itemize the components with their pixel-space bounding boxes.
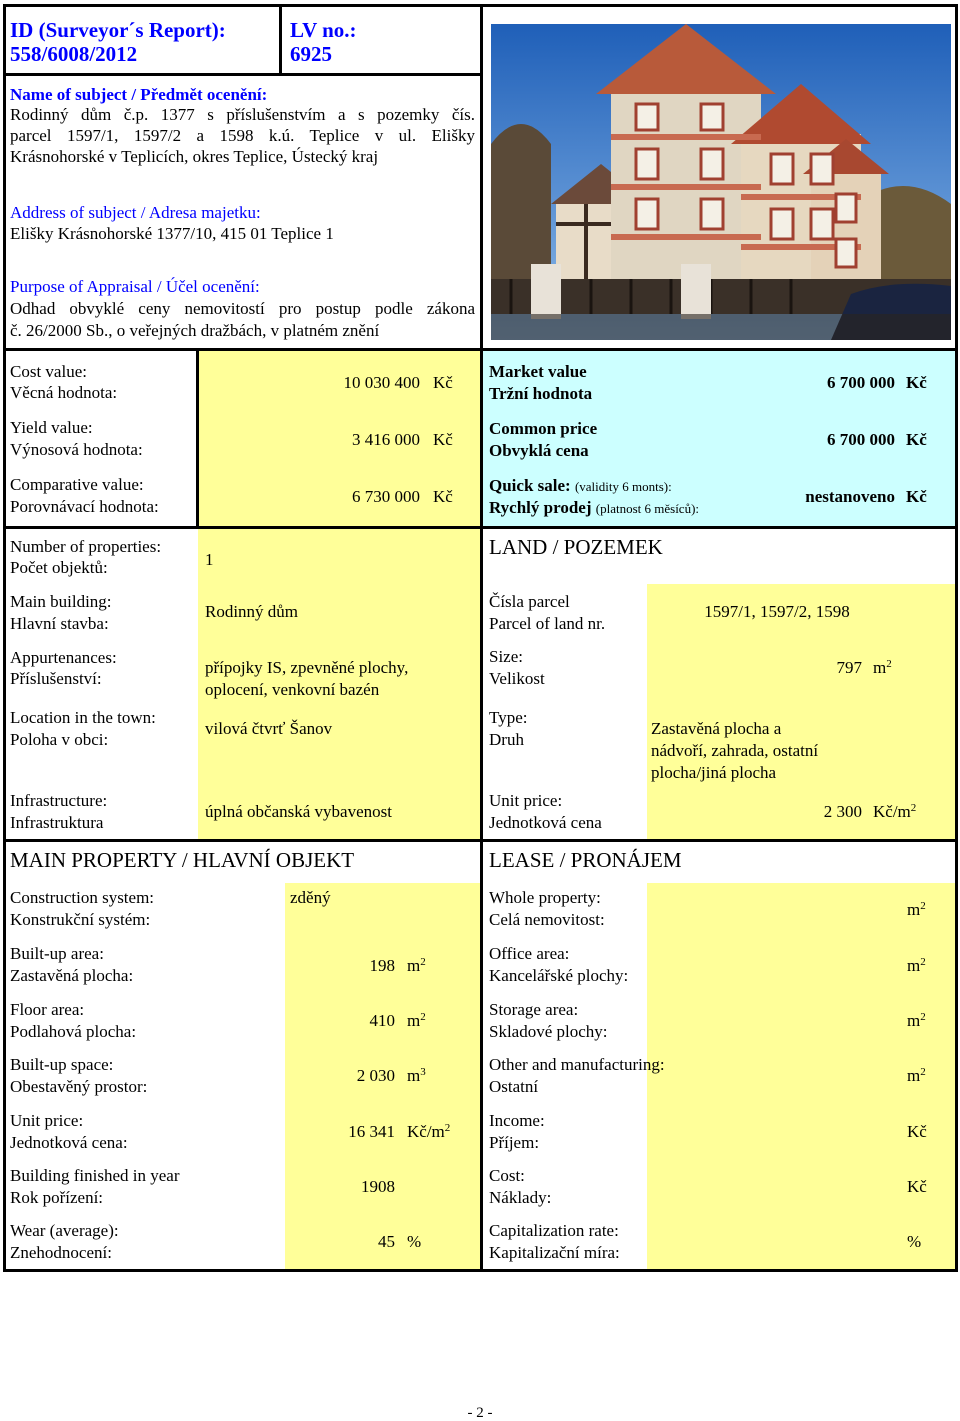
cost-lease-unit: Kč — [907, 1177, 927, 1196]
purpose-line-1: Odhad obvyklé ceny nemovitostí pro postup podle zákona — [10, 299, 475, 318]
finished-label-cz: Rok pořízení: — [10, 1188, 104, 1207]
parcels-label-2: Parcel of land nr. — [489, 614, 606, 633]
yield-value: 3 416 000 — [352, 430, 420, 449]
floor-area-value: 410 — [369, 1011, 395, 1030]
storage-label-cz: Skladové plochy: — [489, 1022, 608, 1041]
common-label-en: Common price — [489, 419, 598, 438]
common-unit: Kč — [906, 430, 927, 449]
type-value-1: Zastavěná plocha a — [651, 719, 782, 738]
appurtenances-label-cz: Příslušenství: — [10, 669, 102, 688]
whole-label-en: Whole property: — [489, 888, 601, 907]
comparative-label-cz: Porovnávací hodnota: — [10, 497, 159, 516]
comparative-unit: Kč — [433, 487, 453, 506]
id-label: ID (Surveyor´s Report): — [10, 18, 226, 42]
count-value: 1 — [205, 550, 214, 569]
main-unit-price-label-en: Unit price: — [10, 1111, 84, 1130]
cap-rate-label-cz: Kapitalizační míra: — [489, 1243, 620, 1262]
common-value: 6 700 000 — [827, 430, 895, 449]
infrastructure-label-cz: Infrastruktura — [10, 813, 104, 832]
location-label-cz: Poloha v obci: — [10, 730, 109, 749]
main-top-line — [3, 839, 958, 842]
location-value: vilová čtvrť Šanov — [205, 719, 333, 738]
land-title: LAND / POZEMEK — [489, 535, 663, 559]
market-label-cz: Tržní hodnota — [489, 384, 593, 403]
appurtenances-label-en: Appurtenances: — [10, 648, 117, 667]
cap-rate-unit: % — [907, 1232, 922, 1251]
construction-value: zděný — [290, 888, 331, 907]
construction-label-en: Construction system: — [10, 888, 155, 907]
land-unit-price-label-en: Unit price: — [489, 791, 563, 810]
finished-label-en: Building finished in year — [10, 1166, 180, 1185]
other-unit: $m^2$ — [907, 1066, 926, 1085]
main-property-title: MAIN PROPERTY / HLAVNÍ OBJEKT — [10, 848, 355, 872]
land-unit-price-unit: $Kč/m^2$ — [873, 802, 917, 821]
lease-title: LEASE / PRONÁJEM — [489, 848, 682, 872]
cost-label-en: Cost value: — [10, 362, 87, 381]
quick-unit: Kč — [906, 487, 927, 506]
type-value-3: plocha/jiná plocha — [651, 763, 777, 782]
location-label-en: Location in the town: — [10, 708, 156, 727]
built-up-space-label-en: Built-up space: — [10, 1055, 114, 1074]
built-up-space-value: 2 030 — [356, 1066, 395, 1085]
built-up-area-label-en: Built-up area: — [10, 944, 104, 963]
main-unit-price-value: 16 341 — [348, 1122, 395, 1141]
values-bottom-line — [3, 526, 958, 529]
header-bottom-line — [3, 73, 483, 76]
size-unit: $m^2$ — [873, 658, 892, 677]
count-label-en: Number of properties: — [10, 537, 162, 556]
yield-label-cz: Výnosová hodnota: — [10, 440, 143, 459]
appurtenances-value-1: přípojky IS, zpevněné plochy, — [205, 658, 409, 677]
type-value-2: nádvoří, zahrada, ostatní — [651, 741, 819, 760]
market-label-en: Market value — [489, 362, 587, 381]
quick-label-en: Quick sale: (validity 6 monts): — [489, 476, 672, 495]
lv-value: 6925 — [290, 42, 332, 66]
finished-value: 1908 — [361, 1177, 395, 1196]
main-building-label-cz: Hlavní stavba: — [10, 614, 109, 633]
address-label: Address of subject / Adresa majetku: — [10, 203, 261, 222]
yield-unit: Kč — [433, 430, 453, 449]
size-value: 797 — [836, 658, 862, 677]
floor-area-label-en: Floor area: — [10, 1000, 85, 1019]
wear-value: 45 — [378, 1232, 395, 1251]
size-label-cz: Velikost — [489, 669, 545, 688]
comparative-value: 6 730 000 — [352, 487, 420, 506]
land-unit-price-value: 2 300 — [823, 802, 862, 821]
quick-value: nestanoveno — [805, 487, 895, 506]
parcels-label-1: Čísla parcel — [489, 592, 570, 611]
infrastructure-value: úplná občanská vybavenost — [205, 802, 392, 821]
header-divider — [279, 4, 282, 76]
infrastructure-label-en: Infrastructure: — [10, 791, 108, 810]
built-up-area-value: 198 — [369, 956, 395, 975]
income-unit: Kč — [907, 1122, 927, 1141]
wear-unit: % — [407, 1232, 422, 1251]
land-unit-price-label-cz: Jednotková cena — [489, 813, 602, 832]
cap-rate-label-en: Capitalization rate: — [489, 1221, 619, 1240]
wear-label-cz: Znehodnocení: — [10, 1243, 112, 1262]
subject-name-line-2: parcel 1597/1, 1597/2 a 1598 k.ú. Teplice v ul. Elišky — [10, 126, 475, 145]
other-label-en: Other and manufacturing: — [489, 1055, 665, 1074]
center-divider — [480, 4, 483, 1272]
storage-unit: $m^2$ — [907, 1011, 926, 1030]
wear-label-en: Wear (average): — [10, 1221, 119, 1240]
comparative-label-en: Comparative value: — [10, 475, 144, 494]
main-unit-price-unit: $Kč/m^2$ — [407, 1122, 451, 1141]
cost-label-cz: Věcná hodnota: — [10, 383, 118, 402]
built-up-space-unit: $m^3$ — [407, 1066, 426, 1085]
count-label-cz: Počet objektů: — [10, 558, 108, 577]
size-label-en: Size: — [489, 647, 523, 666]
quick-label-cz: Rychlý prodej (platnost 6 měsíců): — [489, 498, 700, 517]
page-number: - 2 - — [467, 1405, 493, 1421]
floor-area-label-cz: Podlahová plocha: — [10, 1022, 137, 1041]
type-label-en: Type: — [489, 708, 528, 727]
purpose-line-2: č. 26/2000 Sb., o veřejných dražbách, v platném znění — [10, 321, 380, 340]
built-up-area-label-cz: Zastavěná plocha: — [10, 966, 134, 985]
main-building-label-en: Main building: — [10, 592, 112, 611]
income-label-en: Income: — [489, 1111, 545, 1130]
subject-name-label: Name of subject / Předmět ocenění: — [10, 85, 268, 104]
cost-lease-label-en: Cost: — [489, 1166, 525, 1185]
market-unit: Kč — [906, 373, 927, 392]
type-label-cz: Druh — [489, 730, 524, 749]
whole-unit: $m^2$ — [907, 900, 926, 919]
storage-label-en: Storage area: — [489, 1000, 579, 1019]
built-up-space-label-cz: Obestavěný prostor: — [10, 1077, 148, 1096]
common-label-cz: Obvyklá cena — [489, 441, 589, 460]
built-up-area-unit: $m^2$ — [407, 956, 426, 975]
office-label-cz: Kancelářské plochy: — [489, 966, 629, 985]
other-label-cz: Ostatní — [489, 1077, 539, 1096]
property-photo — [491, 24, 951, 340]
address-value: Elišky Krásnohorské 1377/10, 415 01 Teplice 1 — [10, 224, 334, 243]
purpose-label: Purpose of Appraisal / Účel ocenění: — [10, 277, 260, 296]
appurtenances-value-2: oplocení, venkovní bazén — [205, 680, 380, 699]
cost-unit: Kč — [433, 373, 453, 392]
lv-label: LV no.: — [290, 18, 357, 42]
values-divider-left — [196, 351, 199, 528]
subject-name-line-3: Krásnohorské v Teplicích, okres Teplice, Ústecký kraj — [10, 147, 379, 166]
office-label-en: Office area: — [489, 944, 570, 963]
floor-area-unit: $m^2$ — [407, 1011, 426, 1030]
income-label-cz: Příjem: — [489, 1133, 540, 1152]
construction-label-cz: Konstrukční systém: — [10, 910, 151, 929]
yield-label-en: Yield value: — [10, 418, 93, 437]
main-unit-price-label-cz: Jednotková cena: — [10, 1133, 128, 1152]
id-value: 558/6008/2012 — [10, 42, 138, 66]
cost-value: 10 030 400 — [343, 373, 420, 392]
whole-label-cz: Celá nemovitost: — [489, 910, 605, 929]
cost-lease-label-cz: Náklady: — [489, 1188, 552, 1207]
market-value: 6 700 000 — [827, 373, 895, 392]
parcels-value: 1597/1, 1597/2, 1598 — [704, 602, 850, 621]
main-building-value: Rodinný dům — [205, 602, 299, 621]
subject-name-line-1: Rodinný dům č.p. 1377 s příslušenstvím a s pozemky čís. — [10, 105, 475, 124]
office-unit: $m^2$ — [907, 956, 926, 975]
